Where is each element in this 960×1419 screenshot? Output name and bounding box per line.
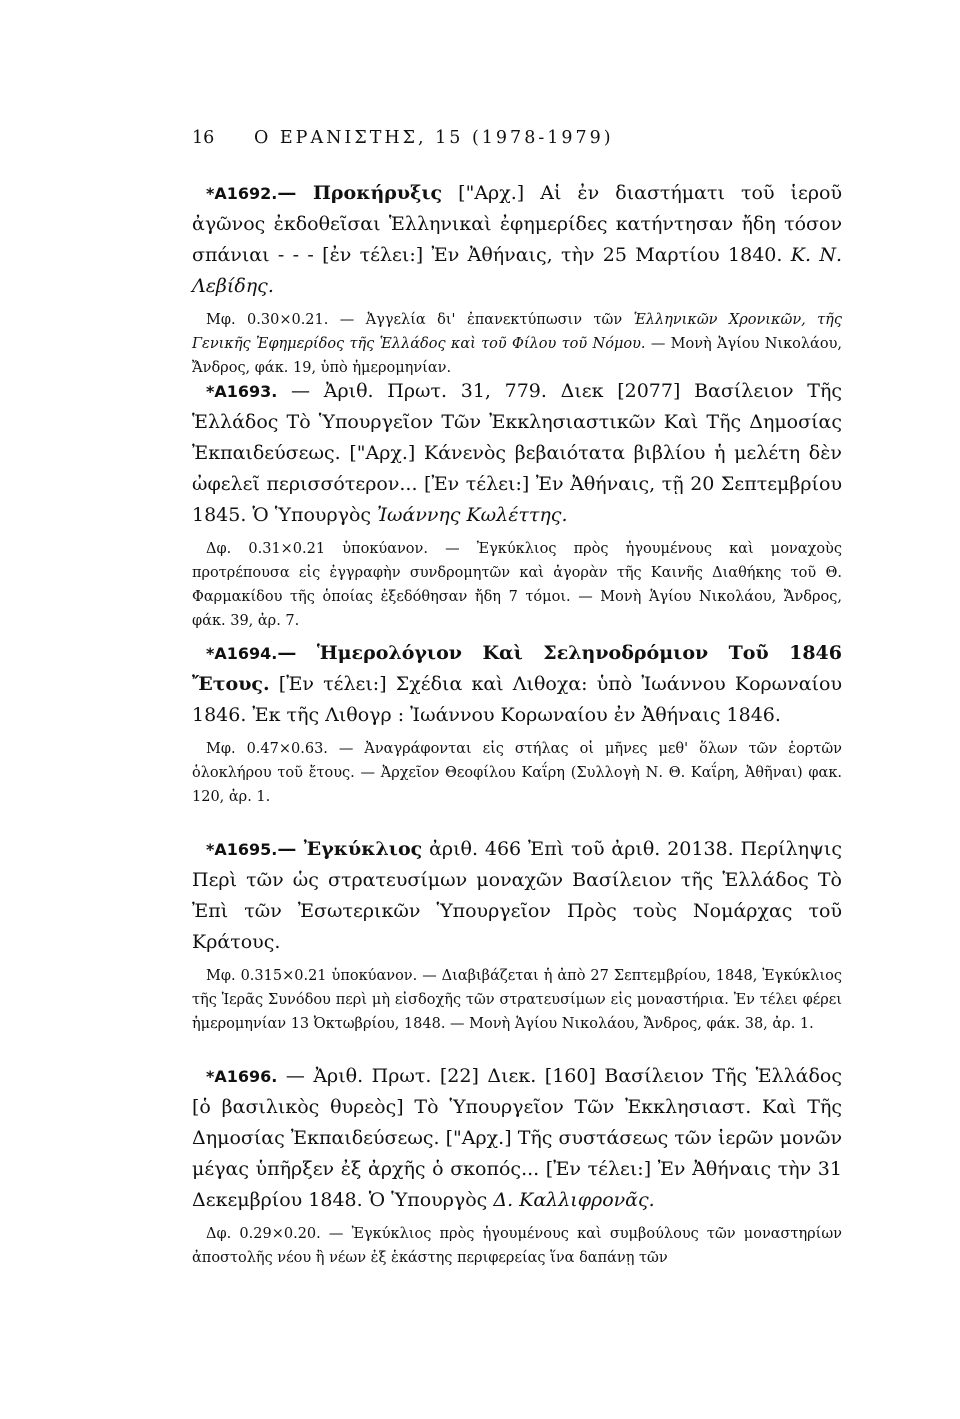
entry-note [192,537,842,633]
entry-main-text [192,1061,842,1216]
entry-id: *A1695. [206,840,278,859]
entry-note-italic: Ἑλληνικῶν Χρονικῶν, τῆς Γενικῆς Ἐφημερίδος τῆς Ἑλλάδος καὶ τοῦ Φίλου τοῦ Νόμου. [192,312,842,352]
entry-note-text: Μφ. 0.315×0.21 ὑποκύανον. — Διαβιβάζεται ἡ ἀπὸ 27 Σεπτεμβρίου, 1848, Ἐγκύκλιος τῆς Ἱερᾶς Συνόδου περὶ μὴ εἰσδοχῆς τῶν στρατευσίμων εἰς μοναστήρια. Ἐν τέλει φέρει ἡμερομηνίαν 13 Ὀκτωβρίου, 1848. — Μονὴ Ἁγίου Νικολάου, Ἄνδρος, φάκ. 38, ἀρ. 1. [192,968,842,1032]
catalog-entry [192,178,842,380]
entry-main-text [192,638,842,731]
entry-note-text-2: — Μονὴ Ἁγίου Νικολάου, Ἄνδρος, φάκ. 19, ὑπὸ ἡμερομηνίαν. [192,336,843,376]
running-title: Ο ΕΡΑΝΙΣΤΗΣ, 15 (1978-1979) [254,128,614,148]
entry-body: — Ἀριθ. Πρωτ. [22] Διεκ. [160] Βασίλειον Τῆς Ἑλλάδος [ὁ βασιλικὸς θυρεὸς] Τὸ Ὑπουργεῖον Τῶν Ἐκκλησιαστ. Καὶ Τῆς Δημοσίας Ἐκπαιδεύσεως. ["Αρχ.] Τῆς συστάσεως τῶν ἱερῶν μονῶν μέγας ὑπῆρξεν ἐξ ἀρχῆς ὁ σκοπός... [Ἐν τέλει:] Ἐν Ἀθήναις τὴν 31 Δεκεμβρίου 1848. Ὁ Ὑπουργὸς [192,1065,842,1211]
entry-main-text [192,834,842,958]
entry-body: ἀριθ. 466 Ἐπὶ τοῦ ἀριθ. 20138. Περίληψις Περὶ τῶν ὡς στρατευσίμων μοναχῶν Βασίλειον τῆς Ἑλλάδος Τὸ Ἐπὶ τῶν Ἐσωτερικῶν Ὑπουργεῖον Πρὸς τοὺς Νομάρχας τοῦ Κράτους. [192,838,842,953]
entry-signature: Ἰωάννης Κωλέττης. [377,504,568,526]
catalog-entry [192,834,842,1036]
entry-note-text: Μφ. 0.30×0.21. — Ἀγγελία δι' ἐπανεκτύπωσιν τῶν [206,312,634,328]
entry-main-text [192,178,842,302]
catalog-entry [192,638,842,809]
entry-id: *A1694. [206,644,278,663]
entry-note [192,737,842,809]
catalog-entry [192,1061,842,1270]
entry-note [192,308,842,380]
entry-main-text [192,376,842,531]
entry-note-text: Δφ. 0.31×0.21 ὑποκύανον. — Ἐγκύκλιος πρὸς ἡγουμένους καὶ μοναχοὺς προτρέπουσα εἰς ἐγγραφὴν συνδρομητῶν καὶ ἀγορὰν τῆς Καινῆς Διαθήκης τοῦ Θ. Φαρμακίδου τῆς ὁποίας ἐξεδόθησαν ἤδη 7 τόμοι. — Μονὴ Ἁγίου Νικολάου, Ἄνδρος, φάκ. 39, ἀρ. 7. [192,541,842,629]
entry-body: ["Αρχ.] Αἱ ἐν διαστήματι τοῦ ἱεροῦ ἀγῶνος ἐκδοθεῖσαι Ἑλληνικαὶ ἐφημερίδες κατήντησαν ἤδη τόσον σπάνιαι - - - [ἐν τέλει:] Ἐν Ἀθήναις, τὴν 25 Μαρτίου 1840. [192,182,842,266]
catalog-entry [192,376,842,633]
entry-body: [Ἐν τέλει:] Σχέδια καὶ Λιθοχα: ὑπὸ Ἰωάννου Κορωναίου 1846. Ἐκ τῆς Λιθογρ : Ἰωάννου Κορωναίου ἐν Ἀθήναις 1846. [192,673,842,726]
entry-note-text: Δφ. 0.29×0.20. — Ἐγκύκλιος πρὸς ἡγουμένους καὶ συμβούλους τῶν μοναστηρίων ἀποστολῆς νέου ἢ νέων ἐξ ἑκάστης περιφερείας ἵνα δαπάνῃ τῶν [192,1226,842,1266]
entry-title: — Προκήρυξις [277,182,443,204]
entry-signature: Δ. Καλλιφρονᾶς. [493,1189,655,1211]
entry-signature: Κ. Ν. Λεβίδης. [192,244,842,297]
entry-note [192,1222,842,1270]
entry-id: *A1693. [206,382,278,401]
entry-note-text: Μφ. 0.47×0.63. — Ἀναγράφονται εἰς στήλας οἱ μῆνες μεθ' ὅλων τῶν ἑορτῶν ὁλοκλήρου τοῦ ἔτους. — Ἀρχεῖον Θεοφίλου Καΐρη (Συλλογὴ Ν. Θ. Καΐρη, Ἀθῆναι) φακ. 120, ἀρ. 1. [192,741,842,805]
entry-note [192,964,842,1036]
entry-id: *A1692. [206,184,278,203]
entry-title: — Ἡμερολόγιον Καὶ Σεληνοδρόμιον Τοῦ 1846 Ἔτους. [192,642,842,695]
entry-body: — Ἀριθ. Πρωτ. 31, 779. Διεκ [2077] Βασίλειον Τῆς Ἑλλάδος Τὸ Ὑπουργεῖον Τῶν Ἐκκλησιαστικῶν Καὶ Τῆς Δημοσίας Ἐκπαιδεύσεως. ["Αρχ.] Κάνενὸς βεβαιότατα βιβλίου ἡ μελέτη δὲν ὠφελεῖ περισσότερον... [Ἐν τέλει:] Ἐν Ἀθήναις, τῇ 20 Σεπτεμβρίου 1845. Ὁ Ὑπουργὸς [192,380,842,526]
entry-title: — Ἐγκύκλιος [277,838,423,860]
entry-id: *A1696. [206,1067,278,1086]
page-number: 16 [192,128,215,148]
